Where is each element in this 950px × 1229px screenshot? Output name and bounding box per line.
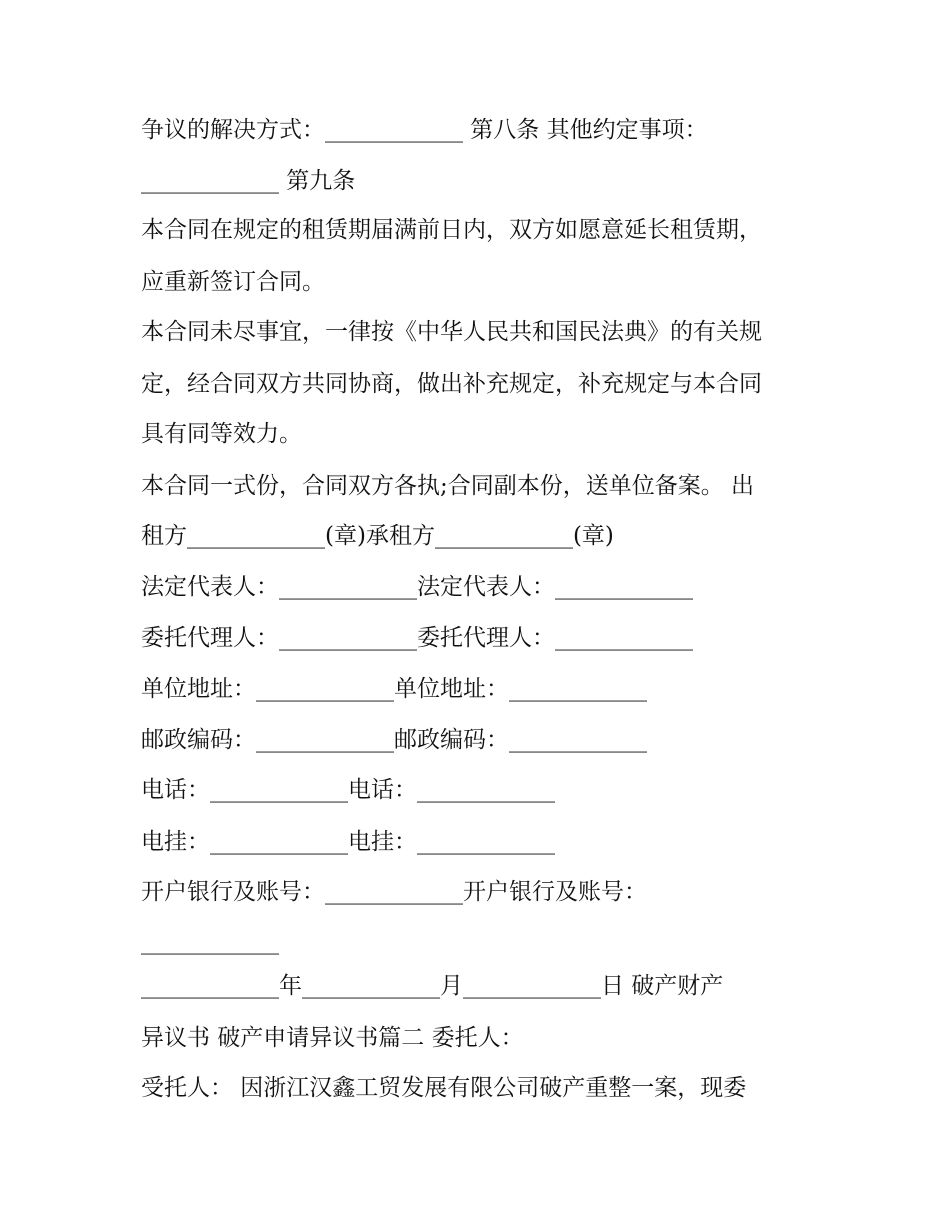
- text-line: 具有同等效力。: [141, 421, 302, 447]
- text-line: 单位地址：____________单位地址：____________: [141, 676, 647, 702]
- text-line: 开户银行及账号：____________开户银行及账号：: [141, 879, 647, 905]
- text-line: 争议的解决方式：____________ 第八条 其他约定事项：: [141, 117, 708, 143]
- text-line: 本合同一式份，合同双方各执;合同副本份，送单位备案。 出: [141, 473, 755, 499]
- text-line: 定，经合同双方共同协商，做出补充规定，补充规定与本合同: [141, 371, 762, 397]
- text-line: 本合同未尽事宜，一律按《中华人民共和国民法典》的有关规: [141, 319, 762, 345]
- text-line: 应重新签订合同。: [141, 269, 325, 295]
- text-line: 电挂：____________电挂：____________: [141, 829, 555, 855]
- text-line: ____________: [141, 929, 279, 955]
- text-line: 租方____________(章)承租方____________(章): [141, 523, 614, 549]
- text-line: ____________年____________月____________日 破产财产: [141, 973, 724, 999]
- text-line: 异议书 破产申请异议书篇二 委托人：: [141, 1025, 524, 1051]
- text-line: 受托人： 因浙江汉鑫工贸发展有限公司破产重整一案，现委: [141, 1075, 747, 1101]
- text-line: 邮政编码：____________邮政编码：____________: [141, 727, 647, 753]
- text-line: 本合同在规定的租赁期届满前日内，双方如愿意延长租赁期，: [141, 217, 762, 243]
- text-line: 电话：____________电话：____________: [141, 777, 555, 803]
- text-line: ____________ 第九条: [141, 168, 356, 194]
- text-line: 委托代理人：____________委托代理人：____________: [141, 625, 693, 651]
- text-line: 法定代表人：____________法定代表人：____________: [141, 574, 693, 600]
